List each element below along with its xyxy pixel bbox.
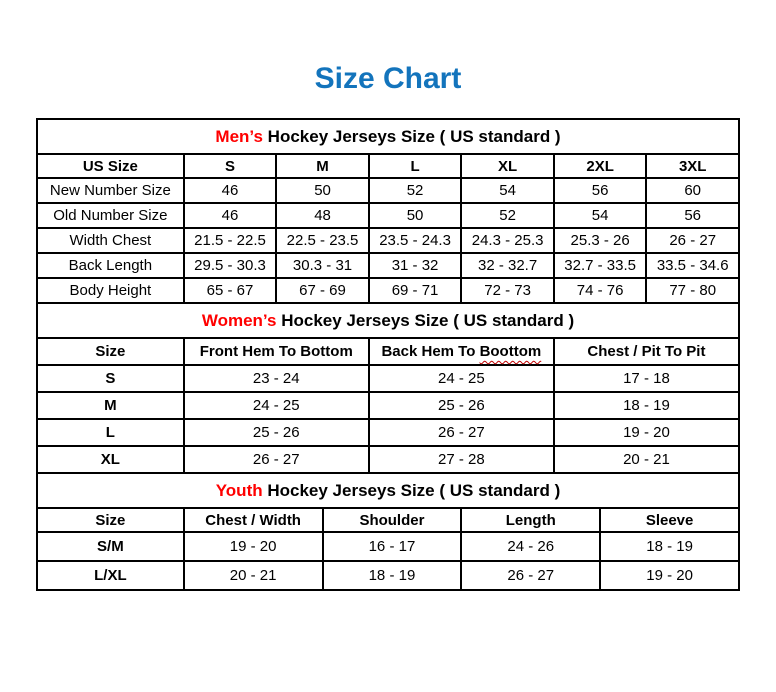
value-cell: 22.5 - 23.5 <box>276 228 369 253</box>
value-cell: 26 - 27 <box>646 228 739 253</box>
value-cell: 18 - 19 <box>554 392 739 419</box>
value-cell: 31 - 32 <box>369 253 462 278</box>
column-header: S <box>184 154 277 178</box>
value-cell: 67 - 69 <box>276 278 369 303</box>
table-row <box>37 446 739 473</box>
mens-banner-text: Hockey Jerseys Size ( US standard ) <box>262 126 561 146</box>
value-cell: 25 - 26 <box>369 392 554 419</box>
column-header: L <box>369 154 462 178</box>
value-cell: 52 <box>461 203 554 228</box>
value-cell: 24 - 25 <box>369 365 554 392</box>
table-row <box>37 419 739 446</box>
value-cell: 72 - 73 <box>461 278 554 303</box>
column-header: 3XL <box>646 154 739 178</box>
value-cell: 48 <box>276 203 369 228</box>
value-cell: 56 <box>646 203 739 228</box>
value-cell: 24 - 26 <box>461 532 600 561</box>
value-cell: 19 - 20 <box>554 419 739 446</box>
page-title: Size Chart <box>314 62 462 95</box>
youth-banner-row <box>37 473 739 508</box>
value-cell: 20 - 21 <box>554 446 739 473</box>
column-header: Length <box>461 508 600 532</box>
mens-header-row <box>37 154 739 178</box>
row-label: S/M <box>37 532 184 561</box>
column-header: XL <box>461 154 554 178</box>
row-label: L <box>37 419 184 446</box>
row-label: Back Length <box>37 253 184 278</box>
value-cell: 65 - 67 <box>184 278 277 303</box>
column-header: Shoulder <box>323 508 462 532</box>
youth-banner <box>37 473 739 508</box>
value-cell: 46 <box>184 203 277 228</box>
mens-banner-row <box>37 119 739 154</box>
value-cell: 26 - 27 <box>184 446 369 473</box>
table-row <box>37 203 739 228</box>
value-cell: 77 - 80 <box>646 278 739 303</box>
value-cell: 18 - 19 <box>323 561 462 590</box>
value-cell: 19 - 20 <box>600 561 739 590</box>
value-cell: 23 - 24 <box>184 365 369 392</box>
womens-banner-row <box>37 303 739 338</box>
row-label: Body Height <box>37 278 184 303</box>
column-header: Front Hem To Bottom <box>184 338 369 365</box>
value-cell: 27 - 28 <box>369 446 554 473</box>
column-header: Chest / Width <box>184 508 323 532</box>
womens-banner-highlight: Women’s <box>201 310 277 330</box>
row-label: S <box>37 365 184 392</box>
size-chart-tables <box>36 118 740 591</box>
table-row <box>37 532 739 561</box>
womens-banner <box>37 303 739 338</box>
womens-header-row <box>37 338 739 365</box>
womens-banner-text: Hockey Jerseys Size ( US standard ) <box>276 310 575 330</box>
table-row <box>37 392 739 419</box>
mens-size-table <box>36 118 740 304</box>
row-label: New Number Size <box>37 178 184 203</box>
value-cell: 46 <box>184 178 277 203</box>
value-cell: 26 - 27 <box>461 561 600 590</box>
table-row <box>37 561 739 590</box>
table-row <box>37 278 739 303</box>
value-cell: 50 <box>369 203 462 228</box>
youth-banner-highlight: Youth <box>215 480 263 500</box>
value-cell: 56 <box>554 178 647 203</box>
row-label: M <box>37 392 184 419</box>
row-label: L/XL <box>37 561 184 590</box>
value-cell: 16 - 17 <box>323 532 462 561</box>
value-cell: 32.7 - 33.5 <box>554 253 647 278</box>
table-row <box>37 253 739 278</box>
youth-banner-text: Hockey Jerseys Size ( US standard ) <box>262 480 561 500</box>
value-cell: 74 - 76 <box>554 278 647 303</box>
value-cell: 24 - 25 <box>184 392 369 419</box>
value-cell: 17 - 18 <box>554 365 739 392</box>
table-row <box>37 178 739 203</box>
mens-banner-highlight: Men’s <box>215 126 263 146</box>
value-cell: 69 - 71 <box>369 278 462 303</box>
value-cell: 29.5 - 30.3 <box>184 253 277 278</box>
value-cell: 18 - 19 <box>600 532 739 561</box>
womens-size-table <box>36 302 740 474</box>
column-header: Size <box>37 508 184 532</box>
value-cell: 25 - 26 <box>184 419 369 446</box>
value-cell: 54 <box>461 178 554 203</box>
row-label: Old Number Size <box>37 203 184 228</box>
table-row <box>37 228 739 253</box>
column-header: Back Hem To Boottom <box>369 338 554 365</box>
value-cell: 25.3 - 26 <box>554 228 647 253</box>
value-cell: 54 <box>554 203 647 228</box>
value-cell: 24.3 - 25.3 <box>461 228 554 253</box>
column-header: Size <box>37 338 184 365</box>
row-label: Width Chest <box>37 228 184 253</box>
mens-banner <box>37 119 739 154</box>
column-header: Sleeve <box>600 508 739 532</box>
value-cell: 26 - 27 <box>369 419 554 446</box>
column-header: Chest / Pit To Pit <box>554 338 739 365</box>
value-cell: 30.3 - 31 <box>276 253 369 278</box>
value-cell: 21.5 - 22.5 <box>184 228 277 253</box>
row-label: XL <box>37 446 184 473</box>
column-header: 2XL <box>554 154 647 178</box>
value-cell: 52 <box>369 178 462 203</box>
value-cell: 50 <box>276 178 369 203</box>
youth-size-table <box>36 472 740 591</box>
value-cell: 60 <box>646 178 739 203</box>
youth-header-row <box>37 508 739 532</box>
column-header: US Size <box>37 154 184 178</box>
value-cell: 32 - 32.7 <box>461 253 554 278</box>
value-cell: 23.5 - 24.3 <box>369 228 462 253</box>
value-cell: 33.5 - 34.6 <box>646 253 739 278</box>
value-cell: 20 - 21 <box>184 561 323 590</box>
misspelled-word: Boottom <box>479 343 542 360</box>
column-header: M <box>276 154 369 178</box>
value-cell: 19 - 20 <box>184 532 323 561</box>
table-row <box>37 365 739 392</box>
